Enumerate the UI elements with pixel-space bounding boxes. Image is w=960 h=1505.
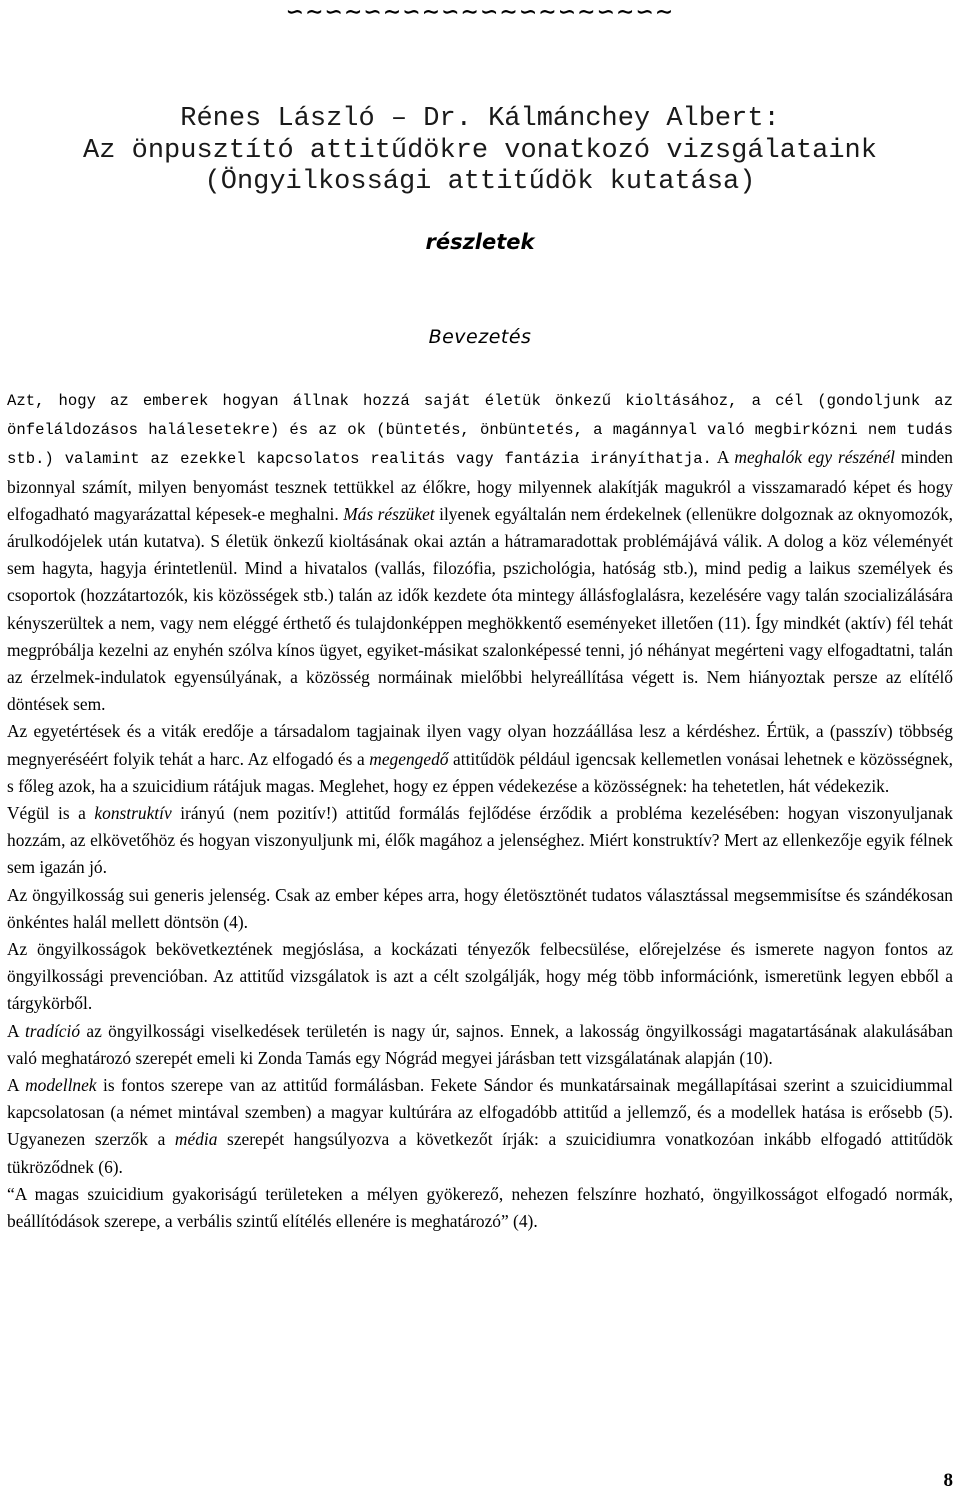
paragraph-6 (7, 1018, 953, 1072)
text-run: az öngyilkossági viselkedések területén is nagy úr, sajnos. Ennek, a lakosság öngyilkossági magatartásának alakulásában való meghatározó szerepét emeli ki Zonda Tamás egy Nógrád megyei járásban tett vizsgálatának alapján (10). (7, 1020, 953, 1068)
text-run: Végül is a (7, 803, 95, 824)
text-run: A (7, 1075, 26, 1096)
paragraph-7 (7, 1072, 953, 1181)
text-run: Az egyetértések és a viták eredője a társadalom tagjainak ilyen vagy olyan hozzáállása lesz a kérdéshez. Értük, a (passzív) többség megnyeréséért folyik tehát a harc. Az elfogadó és a (7, 721, 953, 769)
text-run: minden bizonnyal számít, milyen benyomást tesznek tettükkel az élőkre, hogy milyennek alakítják magukról a visszamaradó képet és hogy elfogadható magyarázattal képesek-e meghalni. (7, 447, 954, 524)
text-run: irányú (nem pozitív!) attitűd formálás fejlődése érződik a probléma kezelésében: hogyan viszonyuljanak hozzám, az elkövetőhöz és hogyan viszonyuljunk mi, élők magához a jelenséghez. Miért konstruktív? Mert az ellenkezője egyik félnek sem igazán jó. (7, 803, 953, 878)
section-heading: Bevezetés (428, 326, 532, 348)
paragraph-4: Az öngyilkosság sui generis jelenség. Csak az ember képes arra, hogy életösztönét tudatos választással megsemmisítse és szándékosan önkéntes halál mellett döntsön (4). (7, 884, 953, 932)
emphasis: konstruktív (94, 803, 172, 824)
page-number: 8 (943, 1470, 953, 1491)
body-text (7, 386, 953, 1235)
text-run: ilyenek egyáltalán nem érdekelnek (ellenükre dolgoznak az oknyomozók, árulkodójelek után kutatva). S életük önkezű kioltásának okai aztán a hátramaradottak problémájává válik. A dolog a köz véleményét sem hagyta, hagyja érintetlenül. Mind a hivatalos (vallás, filozófia, pszichológia, hatóság stb.), mind pedig a laikus személyek és csoportok (hozzátartozók, kis közösségek stb.) talán az idők kezdete óta mintegy állásfoglalásra, kezelésére vagy talán szocializálására kényszerültek a nem, vagy nem eléggé érthető és tulajdonképpen meghökkentő eseményeket illetően (11). Így mindkét (aktív) fél tehát megpróbálja kezelni az enyhén szólva kínos ügyet, egyiket-másikat szalonképessé tenni, jó néhányat megérteni vagy elfogadtatni, talán az érzelmek-indulatok egyensúlyának, a közösség normáinak mielőbbi helyreállítása végett is. Nem hiányoztak persze az elítélő döntések sem. (7, 503, 953, 715)
paragraph-2 (7, 718, 953, 800)
emphasis: tradíció (24, 1020, 81, 1041)
document-title (0, 104, 960, 199)
paragraph-5: Az öngyilkosságok bekövetkeztének megjóslása, a kockázati tényezők felbecsülése, előrejelzése és ismerete nagyon fontos az öngyilkossági prevencióban. Az attitűd vizsgálatok is azt a célt szolgálják, hogy még több információnk, ismeretünk legyen ebből a tárgykörből. (7, 939, 953, 1014)
text-run: szerepét hangsúlyozva a következőt írják: a szuicidiumra vonatkozóan inkább elfogadó attitűdök tükröződnek (6). (7, 1129, 953, 1177)
emphasis: megengedő (369, 748, 449, 769)
text-run: is fontos szerepe van az attitűd formálásban. Fekete Sándor és munkatársainak megállapításai szerint a szuicidiummal kapcsolatosan (a német mintával szemben) a magyar kultúrára az elfogadóbb attitűd a jellemző, és a modellek hatása is erősebb (5). Ugyanezen szerzők a (7, 1075, 953, 1150)
ornament-divider: ∽∼∽∼∽∼∽∼∽∼∽∼∽∼∽∼∽∼∽∼ (285, 0, 675, 25)
title-sub: (Öngyilkossági attitűdök kutatása) (204, 167, 756, 197)
emphasis: meghalók egy részénél (734, 447, 895, 468)
text-run: A (7, 1020, 25, 1041)
subtitle: részletek (425, 230, 535, 254)
emphasis: Más részüket (343, 503, 435, 524)
quote-paragraph: “A magas szuicidium gyakoriságú területeken a mélyen gyökerező, nehezen felszínre hozható, öngyilkosságot elfogadó normák, beállítódások szerepe, a verbális szintű elítélés ellenére is meghatározó” (4). (7, 1183, 953, 1232)
emphasis: modellnek (25, 1075, 97, 1096)
title-main: Az önpusztító attitűdökre vonatkozó vizsgálataink (83, 135, 877, 166)
paragraph-1 (7, 386, 953, 718)
text-run: attitűdök például igencsak kellemetlen vonásai lehetnek e közösségnek, s főleg azok, ha a szuicidium rátájuk magas. Meglehet, hogy ez éppen védekezése a közösségnek: ha tehetetlen, hát védekezik. (7, 748, 953, 796)
title-authors: Rénes László – Dr. Kálmánchey Albert: (180, 104, 780, 134)
intro-mono-text: Azt, hogy az emberek hogyan állnak hozzá saját életük önkezű kioltásához, a cél (gondoljunk az önfeláldozásos halálesetekre) és az ok (büntetés, önbüntetés, a magánnyal való megbirkózni nem tudás stb.) valamint az ezekkel kapcsolatos realitás vagy fantázia irányíthatja. (7, 392, 953, 469)
paragraph-3 (7, 800, 953, 882)
text-run: A (716, 447, 735, 468)
emphasis: média (174, 1129, 218, 1150)
